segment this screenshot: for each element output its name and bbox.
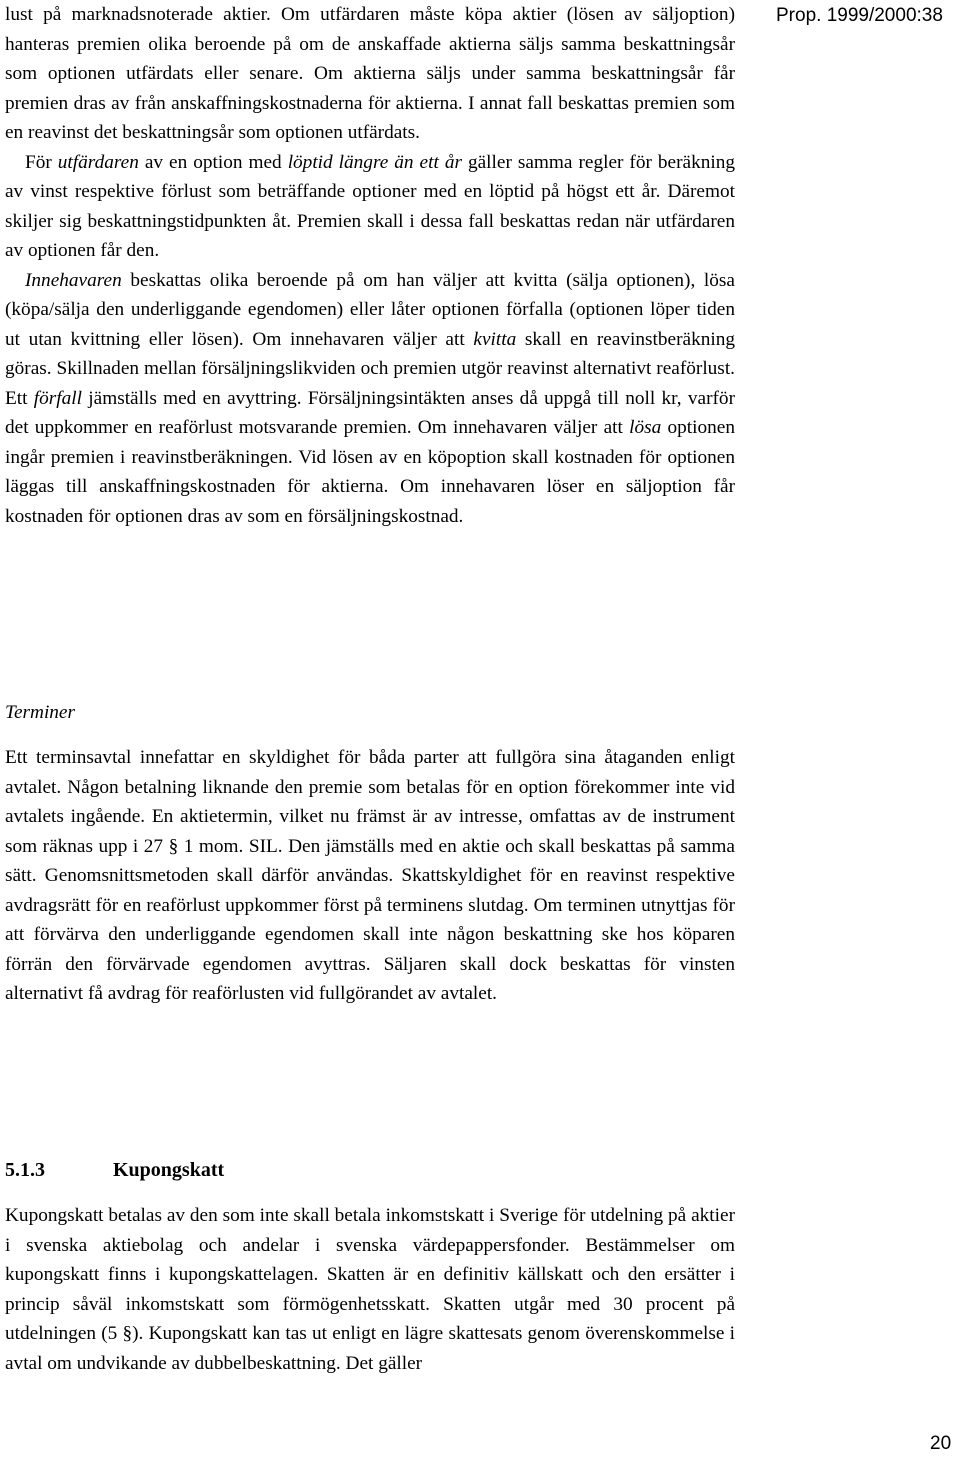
options-text-block xyxy=(5,0,735,531)
emphasis-loptid: löptid längre än ett år xyxy=(287,151,462,173)
emphasis-forfall: förfall xyxy=(33,387,82,409)
emphasis-kvitta: kvitta xyxy=(473,328,517,350)
emphasis-losa: lösa xyxy=(629,417,662,438)
text-run: skall en reavinstberäkning göras. Skillnaden mellan försäljningslikviden och premien utgör reavinst alternativt reaförlust. Ett xyxy=(5,328,735,409)
text-run: optionen ingår premien i reavinstberäkningen. Vid lösen av en köpoption skall kostnaden för optionen läggas till anskaffningskostnaden för aktierna. Om innehavaren löser en säljoption får kostnaden för optionen dras av som en försäljningskostnad. xyxy=(5,417,735,527)
subsection-label-terminer: Terminer xyxy=(5,702,75,723)
terminer-paragraph: Ett terminsavtal innefattar en skyldighet för båda parter att fullgöra sina åtaganden enligt avtalet. Någon betalning liknande den premie som betalas för en option förekommer inte vid avtalets ingående. En aktietermin, vilket nu främst är av intresse, omfattas av de instrument som räknas upp i 27 § 1 mom. SIL. Den jämställs med en aktie och skall beskattas på samma sätt. Genomsnittsmetoden skall därför användas. Skattskyldighet för en reavinst respektive avdragsrätt för en reaförlust uppkommer först på terminens slutdag. Om terminen utnyttjas för att förvärva den underliggande egendomen skall inte någon beskattning ske hos köparen förrän den förvärvade egendomen avyttras. Säljaren skall dock beskattas för vinsten alternativt få avdrag för reaförlusten vid fullgörandet av avtalet. xyxy=(5,747,735,1004)
terminer-text-block xyxy=(5,743,735,1009)
text-run: gäller samma regler för beräkning av vinst respektive förlust som beträffande optioner med en löptid på högst ett år. Däremot skiljer sig beskattningstidpunkten åt. Premien skall i dessa fall beskattas redan när utfärdaren av optionen får den. xyxy=(5,151,735,261)
text-run: beskattas olika beroende på om han väljer att kvitta (sälja optionen), lösa (köpa/sälja den underliggande egendomen) eller låter optionen förfalla (optionen löper tiden ut utan kvittning eller lösen). Om innehavaren väljer att xyxy=(5,269,735,350)
proposition-reference: Prop. 1999/2000:38 xyxy=(776,5,943,26)
emphasis-utfardaren: utfärdaren xyxy=(57,151,139,173)
emphasis-innehavaren: Innehavaren xyxy=(25,269,122,291)
options-paragraph-innehavaren xyxy=(5,266,735,532)
page-number: 20 xyxy=(930,1433,952,1454)
text-run: För xyxy=(25,151,58,173)
text-run: av en option med xyxy=(138,151,288,173)
section-number: 5.1.3 xyxy=(5,1159,45,1181)
section-heading-kupongskatt xyxy=(5,1156,224,1185)
kupongskatt-text-block xyxy=(5,1201,735,1378)
kupongskatt-paragraph: Kupongskatt betalas av den som inte skall betala inkomstskatt i Sverige för utdelning på aktier i svenska aktiebolag och andelar i svenska värdepappersfonder. Bestämmelser om kupongskatt finns i kupongskattelagen. Skatten är en definitiv källskatt och den ersätter i princip såväl inkomstskatt som förmögenhetsskatt. Skatten utgår med 30 procent på utdelningen (5 §). Kupongskatt kan tas ut enligt en lägre skattesats genom överenskommelse i avtal om undvikande av dubbelbeskattning. Det gäller xyxy=(5,1205,735,1374)
section-title: Kupongskatt xyxy=(113,1159,225,1181)
text-run: jämställs med en avyttring. Försäljningsintäkten anses då uppgå till noll kr, varför det uppkommer en reaförlust motsvarande premien. Om innehavaren väljer att xyxy=(5,387,735,438)
options-paragraph-continued: lust på marknadsnoterade aktier. Om utfärdaren måste köpa aktier (lösen av säljoption) hanteras premien olika beroende på om de anskaffade aktierna säljs samma beskattningsår som optionen utfärdats eller senare. Om aktierna säljs under samma beskattningsår får premien dras av från anskaffningskostnaderna för aktierna. I annat fall beskattas premien som en reavinst det beskattningsår som optionen utfärdats. xyxy=(5,4,735,143)
options-paragraph-utfardaren xyxy=(5,148,735,266)
